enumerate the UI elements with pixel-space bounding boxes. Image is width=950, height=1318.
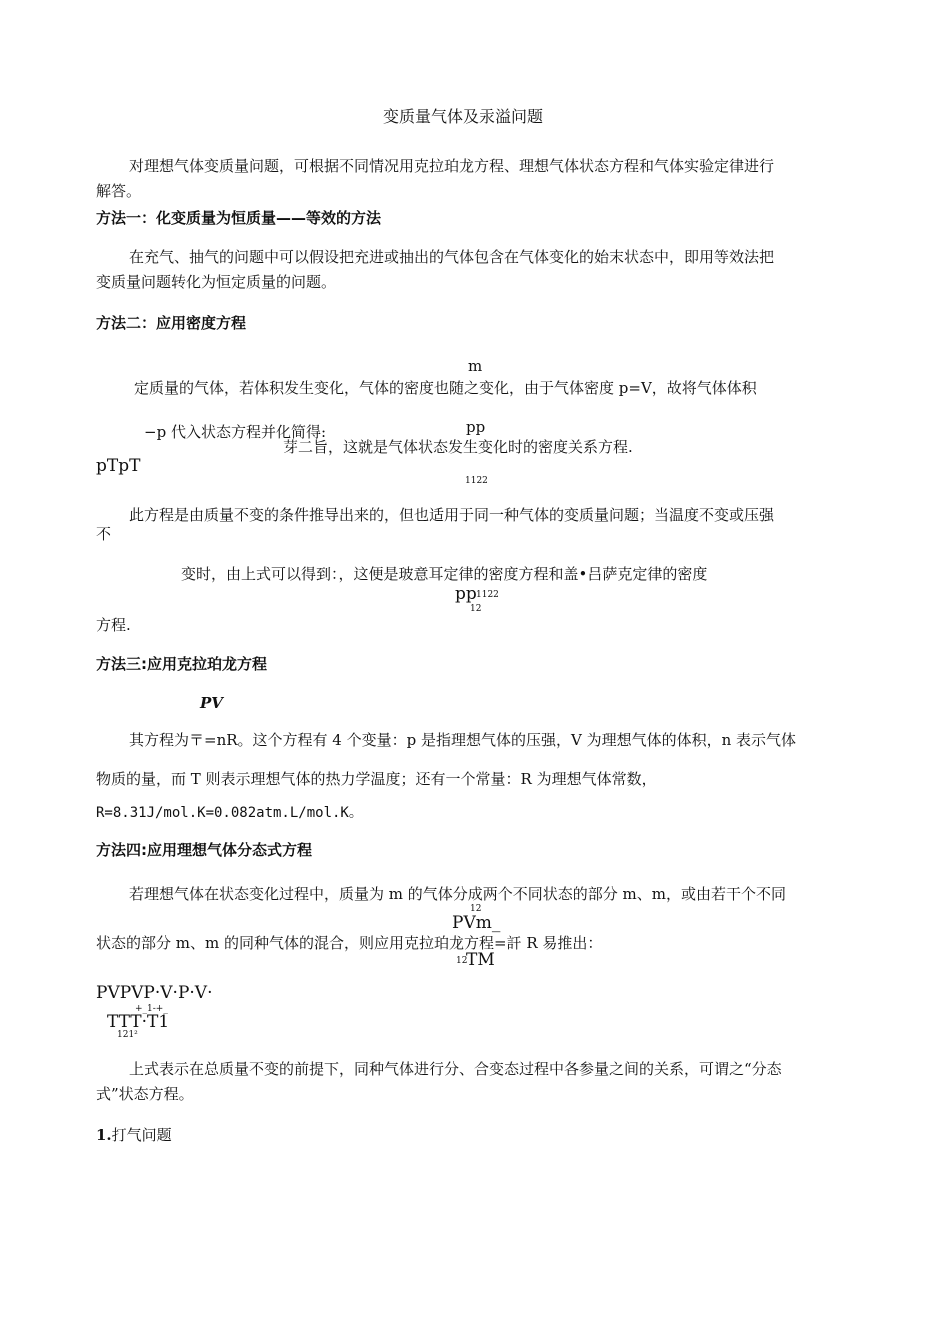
method3-heading: 方法三:应用克拉珀龙方程 (96, 655, 267, 673)
method2-line-1: 定质量的气体，若体积发生变化，气体的密度也随之变化，由于气体密度 p=V，故将气体体积 (134, 379, 757, 397)
method1-line-2: 变质量问题转化为恒定质量的问题。 (96, 273, 337, 291)
method2-line-6: 变时，由上式可以得到：，这便是玻意耳定律的密度方程和盖•吕萨克定律的密度 (181, 565, 708, 583)
section-label: 打气问题 (111, 1126, 172, 1144)
section-number: 1. (96, 1126, 112, 1144)
method4-line-4: 式”状态方程。 (96, 1085, 194, 1103)
intro-line-1: 对理想气体变质量问题，可根据不同情况用克拉珀龙方程、理想气体状态方程和气体实验定律进行 (129, 157, 775, 175)
tm-symbol: TM (466, 950, 495, 970)
method2-heading: 方法二：应用密度方程 (96, 314, 247, 332)
density-subscript-3: 12 (470, 604, 482, 614)
density-pp-2: pp (455, 584, 477, 604)
formula-denominator: TTT·T1 (107, 1012, 170, 1032)
formula-subscript: 121² (117, 1030, 138, 1040)
method2-line-4: 此方程是由质量不变的条件推导出来的，但也适用于同一种气体的变质量问题；当温度不变或压强 (129, 506, 775, 524)
density-subscript: 1122 (465, 476, 488, 486)
formula-numerator: PVPVP·V·P·V· (96, 983, 213, 1003)
method4-heading: 方法四:应用理想气体分态式方程 (96, 841, 313, 859)
method3-line-2: 物质的量，而 T 则表示理想气体的热力学温度；还有一个常量：R 为理想气体常数， (96, 770, 657, 788)
method4-line-2: 状态的部分 m、m 的同种气体的混合，则应用克拉珀龙方程=訐 R 易推出： (96, 934, 603, 952)
density-ptpt: pTpT (96, 456, 141, 476)
mass-subscript: 12 (470, 904, 482, 914)
intro-line-2: 解答。 (96, 182, 142, 200)
method2-line-3: 芽二旨，这就是气体状态发生变化时的密度关系方程. (283, 438, 633, 456)
method2-line-5: 不 (96, 525, 112, 543)
method2-line-7: 方程. (96, 616, 131, 634)
gas-constant: R=8.31J/mol.K=0.082atm.L/mol.K。 (96, 805, 363, 821)
tm-subscript: 12 (456, 956, 468, 966)
mass-symbol: m (468, 357, 483, 375)
method1-heading: 方法一：化变质量为恒质量——等效的方法 (96, 209, 382, 227)
method1-line-1: 在充气、抽气的问题中可以假设把充进或抽出的气体包含在气体变化的始末状态中，即用等效法把 (129, 248, 775, 266)
method4-line-3: 上式表示在总质量不变的前提下，同种气体进行分、合变态过程中各参量之间的关系，可谓之“分态 (129, 1060, 782, 1078)
density-subscript-2: 1122 (476, 590, 499, 600)
section-heading (96, 1126, 172, 1144)
pv-symbol: PV (200, 694, 223, 712)
density-pp: pp (466, 418, 486, 436)
method2-line-2: −p 代入状态方程并化简得: (144, 423, 326, 441)
method3-line-1: 其方程为〒=nR。这个方程有 4 个变量：p 是指理想气体的压强，V 为理想气体的体积，n 表示气体 (129, 731, 797, 749)
page-title: 变质量气体及汞溢问题 (383, 107, 544, 126)
formula-operators: +_1-+_ (135, 1004, 168, 1014)
method4-line-1: 若理想气体在状态变化过程中，质量为 m 的气体分成两个不同状态的部分 m、m，或由若干个不同 (129, 885, 786, 903)
pvm-symbol: PVm_ (452, 913, 501, 933)
